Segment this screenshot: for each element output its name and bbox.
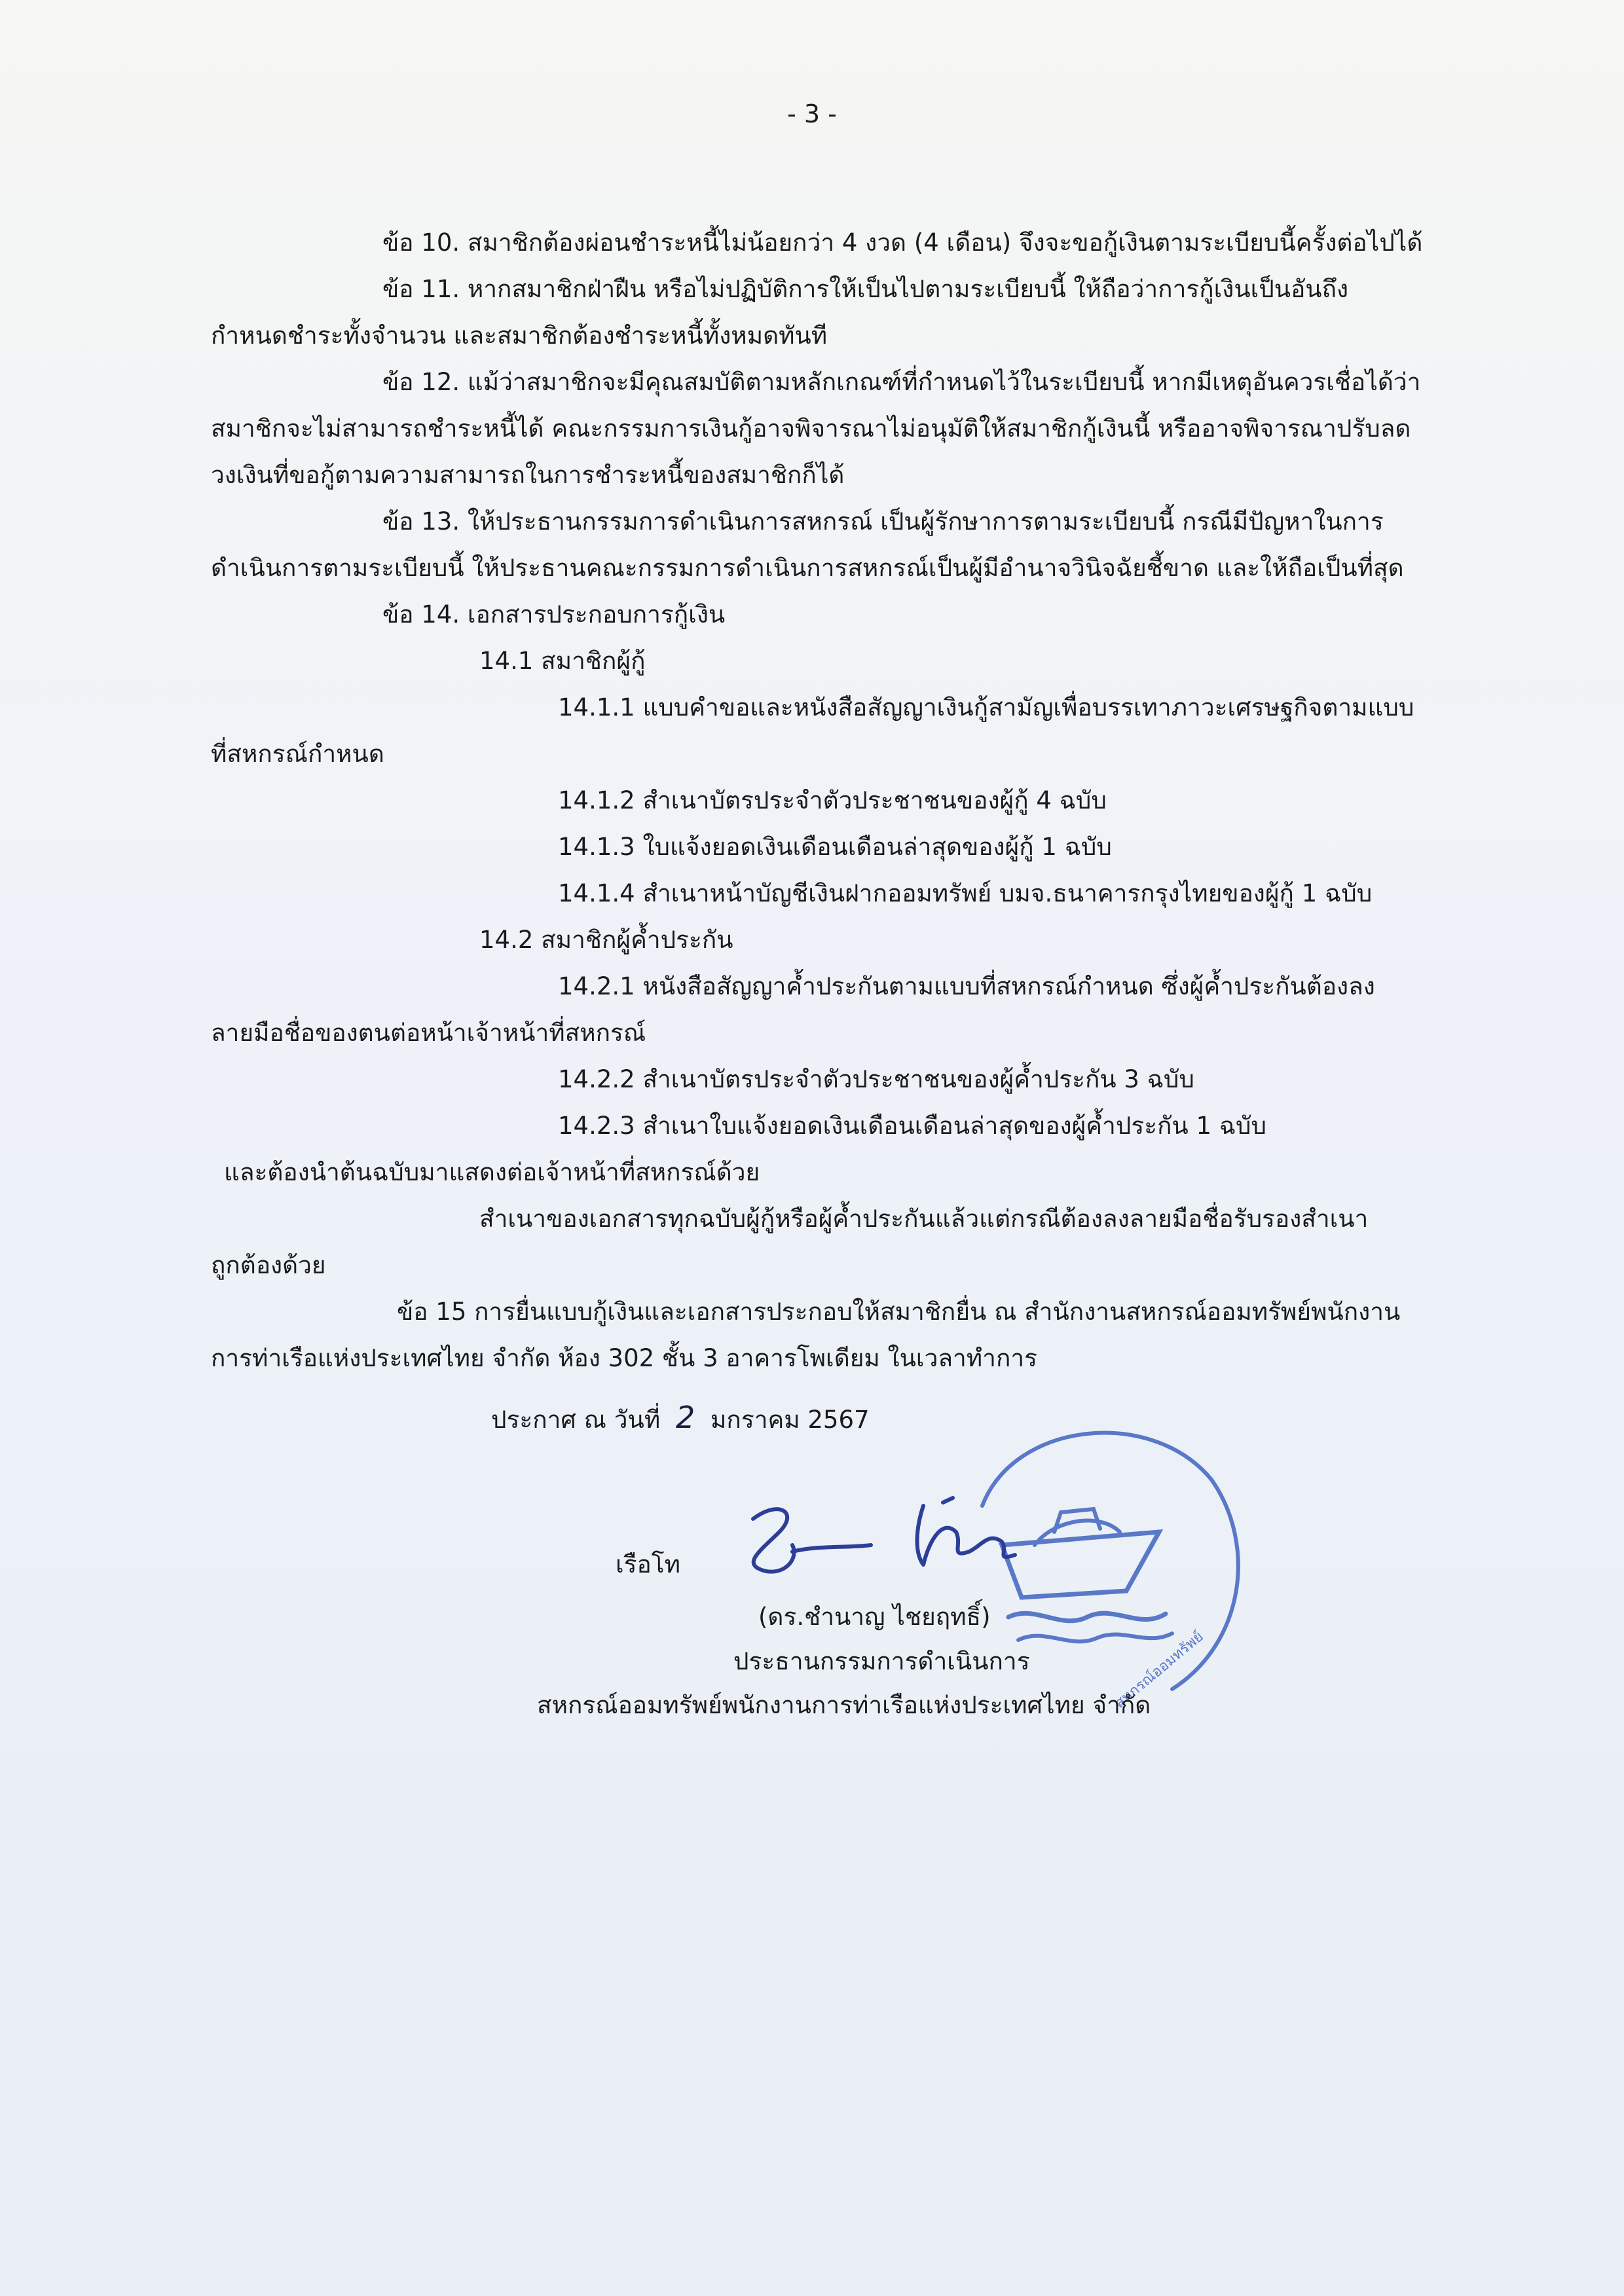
signer-rank: เรือโท — [616, 1550, 681, 1578]
announcement-day: 2 — [675, 1400, 695, 1435]
paragraph-line: ดำเนินการตามระเบียบนี้ ให้ประธานคณะกรรมการดำเนินการสหกรณ์เป็นผู้มีอำนาจวินิจฉัยชี้ขาด และให้ถือเป็นที่สุด — [211, 554, 1404, 582]
paragraph-line: ข้อ 12. แม้ว่าสมาชิกจะมีคุณสมบัติตามหลักเกณฑ์ที่กำหนดไว้ในระเบียบนี้ หากมีเหตุอันควรเชื่อได้ว่า — [382, 368, 1421, 396]
paragraph-line: ที่สหกรณ์กำหนด — [211, 740, 384, 768]
document-body — [211, 219, 1455, 1381]
paragraph-line: 14.1.1 แบบคำขอและหนังสือสัญญาเงินกู้สามัญเพื่อบรรเทาภาวะเศรษฐกิจตามแบบ — [558, 693, 1414, 721]
paragraph-line: 14.1.2 สำเนาบัตรประจำตัวประชาชนของผู้กู้ 4 ฉบับ — [558, 786, 1107, 814]
handwritten-signature — [727, 1480, 1067, 1597]
signer-title: ประธานกรรมการดำเนินการ — [733, 1647, 1030, 1675]
paragraph-line: ลายมือชื่อของตนต่อหน้าเจ้าหน้าที่สหกรณ์ — [211, 1019, 646, 1047]
paragraph-line: 14.1 สมาชิกผู้กู้ — [479, 647, 646, 675]
page-number: - 3 - — [787, 100, 837, 128]
paragraph-line: ข้อ 14. เอกสารประกอบการกู้เงิน — [382, 600, 726, 629]
paragraph-line: 14.2.3 สำเนาใบแจ้งยอดเงินเดือนเดือนล่าสุดของผู้ค้ำประกัน 1 ฉบับ — [558, 1112, 1266, 1140]
announcement-date — [491, 1400, 870, 1439]
organization-name: สหกรณ์ออมทรัพย์พนักงานการท่าเรือแห่งประเทศไทย จำกัด — [537, 1691, 1151, 1719]
svg-text:สหกรณ์ออมทรัพย์: สหกรณ์ออมทรัพย์ — [1111, 1628, 1207, 1712]
announcement-month-year: มกราคม 2567 — [710, 1406, 870, 1434]
paragraph-line: ข้อ 11. หากสมาชิกฝ่าฝืน หรือไม่ปฏิบัติการให้เป็นไปตามระเบียบนี้ ให้ถือว่าการกู้เงินเป็นอันถึง — [382, 275, 1349, 303]
paragraph-line: สำเนาของเอกสารทุกฉบับผู้กู้หรือผู้ค้ำประกันแล้วแต่กรณีต้องลงลายมือชื่อรับรองสำเนา — [479, 1205, 1369, 1233]
paragraph-line: การท่าเรือแห่งประเทศไทย จำกัด ห้อง 302 ชั้น 3 อาคารโพเดียม ในเวลาทำการ — [211, 1344, 1038, 1372]
paragraph-line: กำหนดชำระทั้งจำนวน และสมาชิกต้องชำระหนี้ทั้งหมดทันที — [211, 321, 828, 350]
paragraph-line: ข้อ 13. ให้ประธานกรรมการดำเนินการสหกรณ์ เป็นผู้รักษาการตามระเบียบนี้ กรณีมีปัญหาในการ — [382, 507, 1384, 536]
paragraph-line: และต้องนำต้นฉบับมาแสดงต่อเจ้าหน้าที่สหกรณ์ด้วย — [224, 1158, 760, 1186]
paragraph-line: ถูกต้องด้วย — [211, 1251, 326, 1279]
paragraph-line: วงเงินที่ขอกู้ตามความสามารถในการชำระหนี้ของสมาชิกก็ได้ — [211, 461, 845, 489]
paragraph-line: สมาชิกจะไม่สามารถชำระหนี้ได้ คณะกรรมการเงินกู้อาจพิจารณาไม่อนุมัติให้สมาชิกกู้เงินนี้ หรืออาจพิจารณาปรับลด — [211, 414, 1411, 443]
paragraph-line: 14.1.3 ใบแจ้งยอดเงินเดือนเดือนล่าสุดของผู้กู้ 1 ฉบับ — [558, 833, 1112, 861]
signer-name: (ดร.ชำนาญ ไชยฤทธิ์) — [758, 1603, 991, 1631]
paragraph-line: 14.2.2 สำเนาบัตรประจำตัวประชาชนของผู้ค้ำประกัน 3 ฉบับ — [558, 1065, 1194, 1093]
paragraph-line: ข้อ 10. สมาชิกต้องผ่อนชำระหนี้ไม่น้อยกว่า 4 งวด (4 เดือน) จึงจะขอกู้เงินตามระเบียบนี้ครั้งต่อไปได้ — [382, 228, 1423, 257]
announcement-prefix: ประกาศ ณ วันที่ — [491, 1406, 661, 1434]
paragraph-line: 14.1.4 สำเนาหน้าบัญชีเงินฝากออมทรัพย์ บมจ.ธนาคารกรุงไทยของผู้กู้ 1 ฉบับ — [558, 879, 1373, 907]
paragraph-line: ข้อ 15 การยื่นแบบกู้เงินและเอกสารประกอบให้สมาชิกยื่น ณ สำนักงานสหกรณ์ออมทรัพย์พนักงาน — [397, 1298, 1401, 1326]
paragraph-line: 14.2 สมาชิกผู้ค้ำประกัน — [479, 926, 733, 954]
paragraph-line: 14.2.1 หนังสือสัญญาค้ำประกันตามแบบที่สหกรณ์กำหนด ซึ่งผู้ค้ำประกันต้องลง — [558, 972, 1375, 1000]
